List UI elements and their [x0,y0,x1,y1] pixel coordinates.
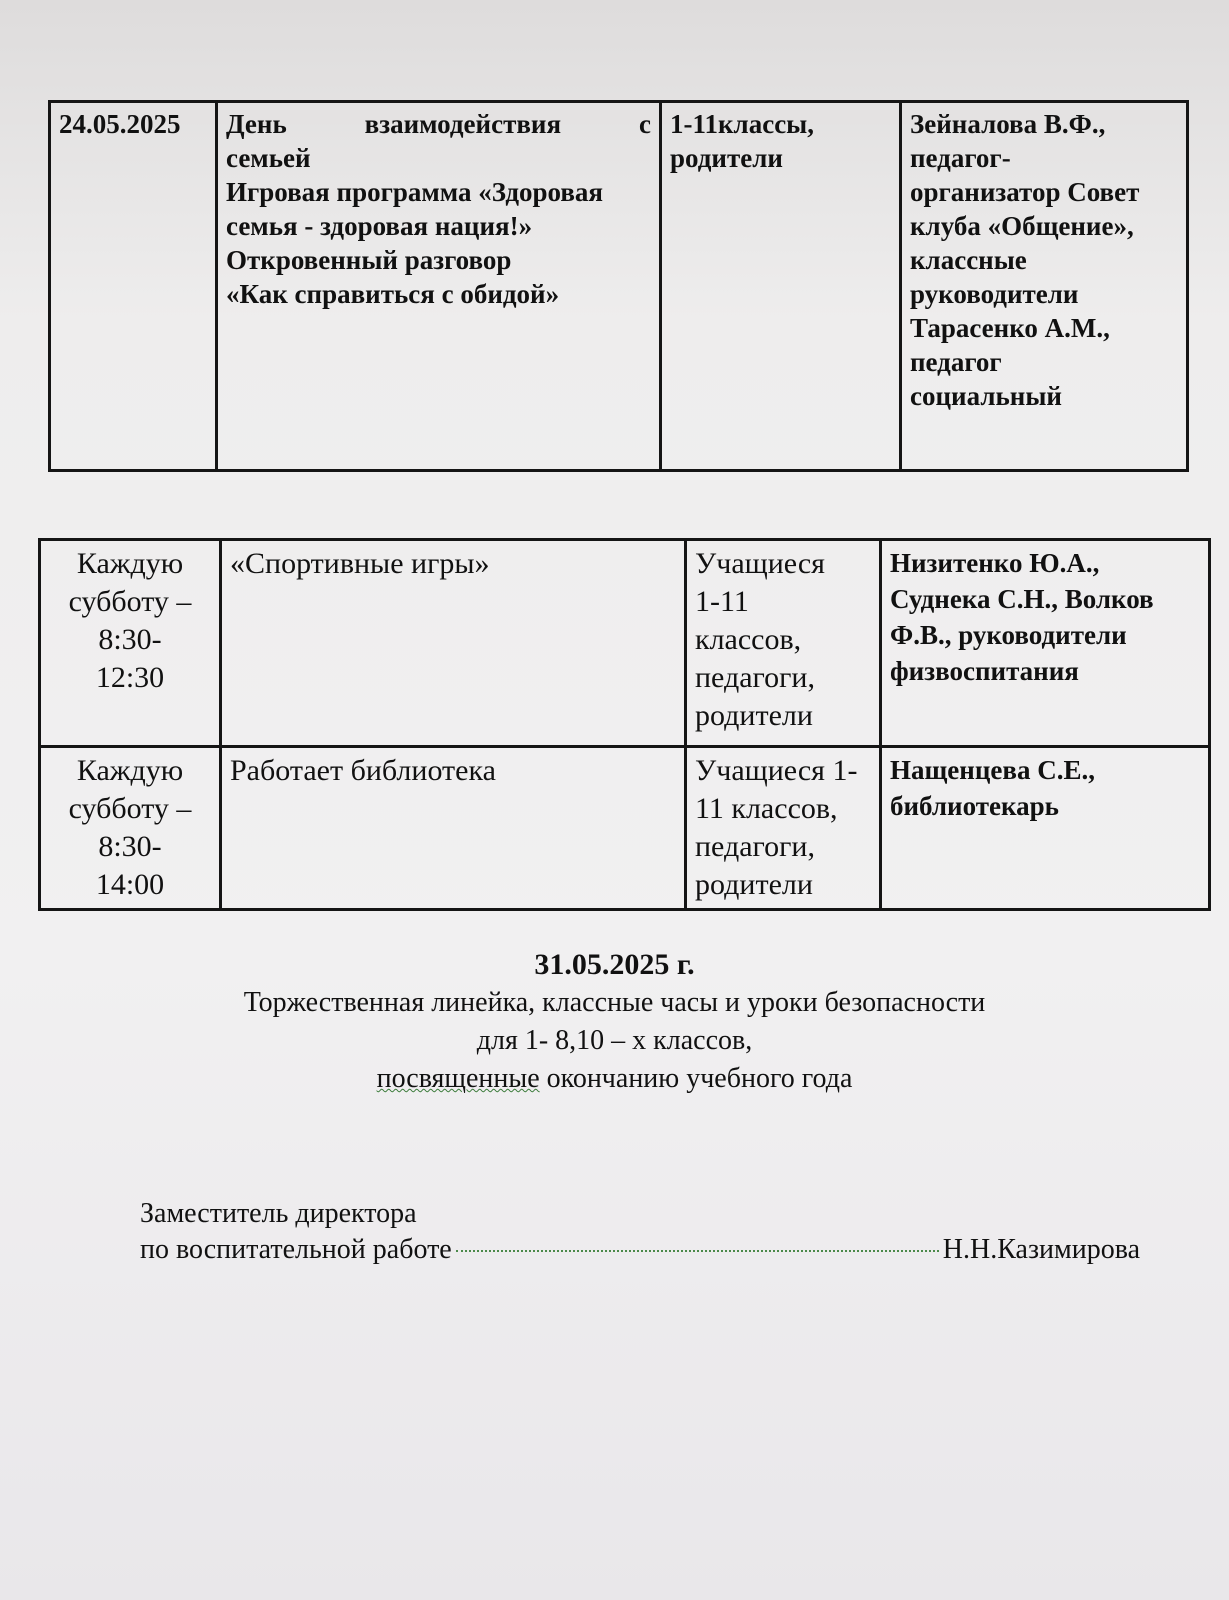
announcement-block [0,946,1229,1098]
time-line: 14:00 [95,868,165,901]
participants-line: Учащиеся 1- [695,754,858,787]
participants-cell [661,102,901,471]
participants-cell [686,747,881,910]
time-line: Каждую [76,754,184,787]
table-row [40,747,1210,910]
participants-line: родители [670,143,783,173]
announcement-line: для 1- 8,10 – х классов, [476,1025,753,1056]
signatory-title-line: по воспитательной работе [140,1234,452,1265]
participants-line: 1-11классы, [670,109,815,139]
signatory-title-line: Заместитель директора [140,1198,417,1229]
announcement-line [0,1060,1229,1098]
announcement-line: Торжественная линейка, классные часы и уроки безопасности [243,987,986,1018]
event-line: семья - здоровая нация!» [226,211,533,241]
time-line: 12:30 [95,661,165,694]
signatory-name: Н.Н.Казимирова [942,1234,1140,1265]
event-line: семьей [226,143,311,173]
time-line: 8:30- [98,623,162,656]
time-line: субботу – [68,792,192,825]
responsible-line: руководители [910,279,1079,309]
time-cell [40,747,221,910]
time-cell [40,540,221,747]
participants-line: классов, [695,623,802,656]
responsible-line: Ф.В., руководители [890,620,1127,650]
time-line: субботу – [68,585,192,618]
responsible-line: библиотекарь [890,791,1059,821]
event-line: Откровенный разговор [226,245,512,275]
event-line: День взаимодействия с [226,109,651,139]
participants-line: педагоги, [695,830,815,863]
participants-line: педагоги, [695,661,815,694]
announcement-underlined-word: посвященные [376,1063,540,1094]
participants-line: 1-11 [695,585,749,618]
table-row [40,540,1210,747]
schedule-table-saturday [38,538,1211,911]
event-line: «Как справиться с обидой» [226,279,560,309]
responsible-line: Нащенцева С.Е., [890,755,1095,785]
time-line: Каждую [76,547,184,580]
participants-line: Учащиеся [695,547,825,580]
event-date: 24.05.2025 [59,109,181,139]
responsible-line: социальный [910,381,1062,411]
responsible-line: Зейналова В.Ф., [910,109,1106,139]
responsible-line: Тарасенко А.М., [910,313,1110,343]
responsible-line: Низитенко Ю.А., [890,548,1100,578]
schedule-table-top [48,100,1189,472]
responsible-cell [881,747,1210,910]
announcement-line-rest: окончанию учебного года [539,1063,853,1094]
participants-line: 11 классов, [695,792,838,825]
responsible-cell [901,102,1188,471]
signature-line [456,1250,939,1252]
signature-block [140,1196,1140,1268]
responsible-line: физвоспитания [890,656,1079,686]
responsible-line: педагог- [910,143,1011,173]
responsible-cell [881,540,1210,747]
announcement-date: 31.05.2025 г. [534,948,695,981]
responsible-line: классные [910,245,1027,275]
event-name: Работает библиотека [230,754,496,787]
event-name: «Спортивные игры» [230,547,490,580]
responsible-line: педагог [910,347,1002,377]
participants-cell [686,540,881,747]
responsible-line: Суднека С.Н., Волков [890,584,1154,614]
table-row [50,102,1188,471]
participants-line: родители [695,699,813,732]
event-cell [217,102,661,471]
event-cell [221,540,686,747]
event-line: Игровая программа «Здоровая [226,177,604,207]
participants-line: родители [695,868,813,901]
event-cell [221,747,686,910]
responsible-line: клуба «Общение», [910,211,1134,241]
signature-row [140,1232,1140,1268]
date-cell [50,102,217,471]
responsible-line: организатор Совет [910,177,1140,207]
time-line: 8:30- [98,830,162,863]
